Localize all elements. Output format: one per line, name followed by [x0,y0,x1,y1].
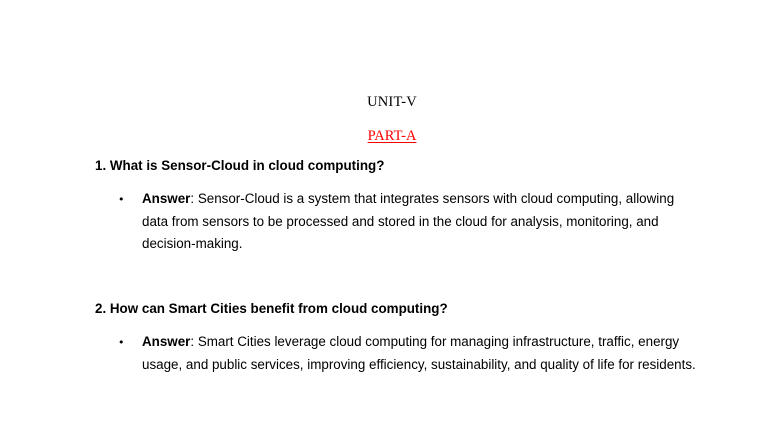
answer-1 [142,188,702,256]
answer-label: Answer [142,191,191,206]
answer-2 [142,331,702,376]
bullet-icon: • [118,193,125,206]
question-2: 2. How can Smart Cities benefit from cloud computing? [95,301,448,316]
part-title: PART-A [367,128,417,144]
unit-title: UNIT-V [367,94,417,110]
answer-text: : Sensor-Cloud is a system that integrates sensors with cloud computing, allowing data from sensors to be processed and stored in the cloud for analysis, monitoring, and decision-making. [142,191,675,251]
question-1: 1. What is Sensor-Cloud in cloud computing? [95,158,385,173]
bullet-icon: • [118,336,125,349]
answer-text: : Smart Cities leverage cloud computing for managing infrastructure, traffic, energy usage, and public services, improving efficiency, sustainability, and quality of life for residents. [142,334,696,372]
answer-label: Answer [142,334,191,349]
